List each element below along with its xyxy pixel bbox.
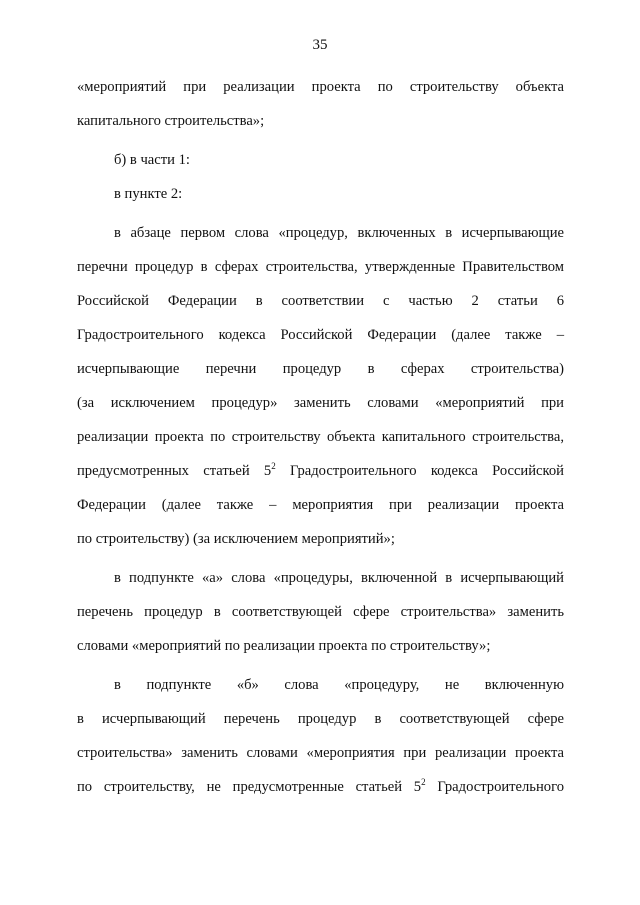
text-line: в абзаце первом слова «процедур, включенных в исчерпывающие [114, 225, 564, 241]
superscript: 2 [271, 461, 276, 471]
text-line: перечень процедур в соответствующей сфере строительства» заменить [77, 604, 564, 620]
text-line: по строительству) (за исключением мероприятий»; [77, 531, 395, 547]
text-line: (за исключением процедур» заменить словами «мероприятий при [77, 395, 564, 411]
text-line: «мероприятий при реализации проекта по строительству объекта [77, 79, 564, 95]
text-fragment: по строительству, не предусмотренные статьей 5 [77, 779, 422, 795]
document-body [77, 70, 564, 804]
text-line: в подпункте «б» слова «процедуру, не включенную [114, 677, 564, 693]
text-line: строительства» заменить словами «мероприятия при реализации проекта [77, 745, 564, 761]
text-line: Российской Федерации в соответствии с частью 2 статьи 6 [77, 293, 564, 309]
text-fragment: предусмотренных статьей 5 [77, 463, 272, 479]
text-line [77, 454, 564, 488]
text-line: в исчерпывающий перечень процедур в соответствующей сфере [77, 711, 564, 727]
text-line: капитального строительства»; [77, 113, 265, 129]
text-line: реализации проекта по строительству объекта капитального строительства, [77, 429, 564, 445]
text-line: б) в части 1: [114, 152, 190, 168]
text-line: словами «мероприятий по реализации проекта по строительству»; [77, 638, 491, 654]
text-fragment: Градостроительного [425, 779, 564, 795]
text-line [77, 770, 564, 804]
text-line: в пункте 2: [114, 186, 183, 202]
page-number: 35 [312, 37, 328, 53]
text-line: Федерации (далее также – мероприятия при реализации проекта [77, 497, 564, 513]
text-line: в подпункте «а» слова «процедуры, включенной в исчерпывающий [114, 570, 564, 586]
text-line: перечни процедур в сферах строительства, утвержденные Правительством [77, 259, 564, 275]
text-line: исчерпывающие перечни процедур в сферах строительства) [77, 361, 564, 377]
text-line: Градостроительного кодекса Российской Федерации (далее также – [77, 327, 564, 343]
superscript: 2 [421, 777, 426, 787]
text-fragment: Градостроительного кодекса Российской [275, 463, 564, 479]
